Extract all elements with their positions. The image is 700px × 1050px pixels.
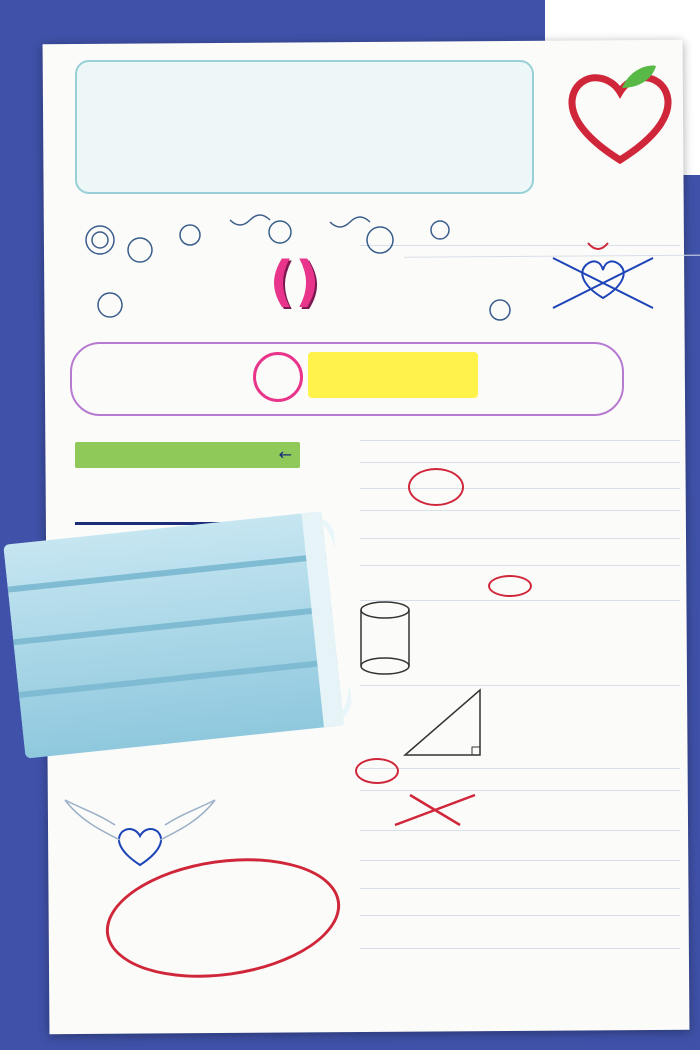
score-mark-circle <box>408 468 464 506</box>
cylinder-figure <box>355 598 415 678</box>
red-cross-mark-icon <box>390 790 480 830</box>
student-info-card <box>75 60 534 194</box>
heart-apple-icon <box>560 60 680 170</box>
authors-bar <box>75 442 300 468</box>
triangle-figure <box>400 685 490 765</box>
mask-graphic <box>0 481 356 779</box>
banner-subject-highlight <box>308 352 478 398</box>
arrow-left-icon: ← <box>278 445 292 464</box>
title-paren-left: ) <box>269 250 295 313</box>
heart-sketch-icon <box>548 238 658 318</box>
title-paren-right: ( <box>295 250 321 313</box>
banner-score-circle <box>253 352 303 402</box>
score-19-circle <box>355 758 399 784</box>
publisher-logo <box>560 60 680 170</box>
book-title <box>75 232 515 332</box>
face-mask-image <box>0 481 356 779</box>
selected-option-circle <box>488 575 532 597</box>
